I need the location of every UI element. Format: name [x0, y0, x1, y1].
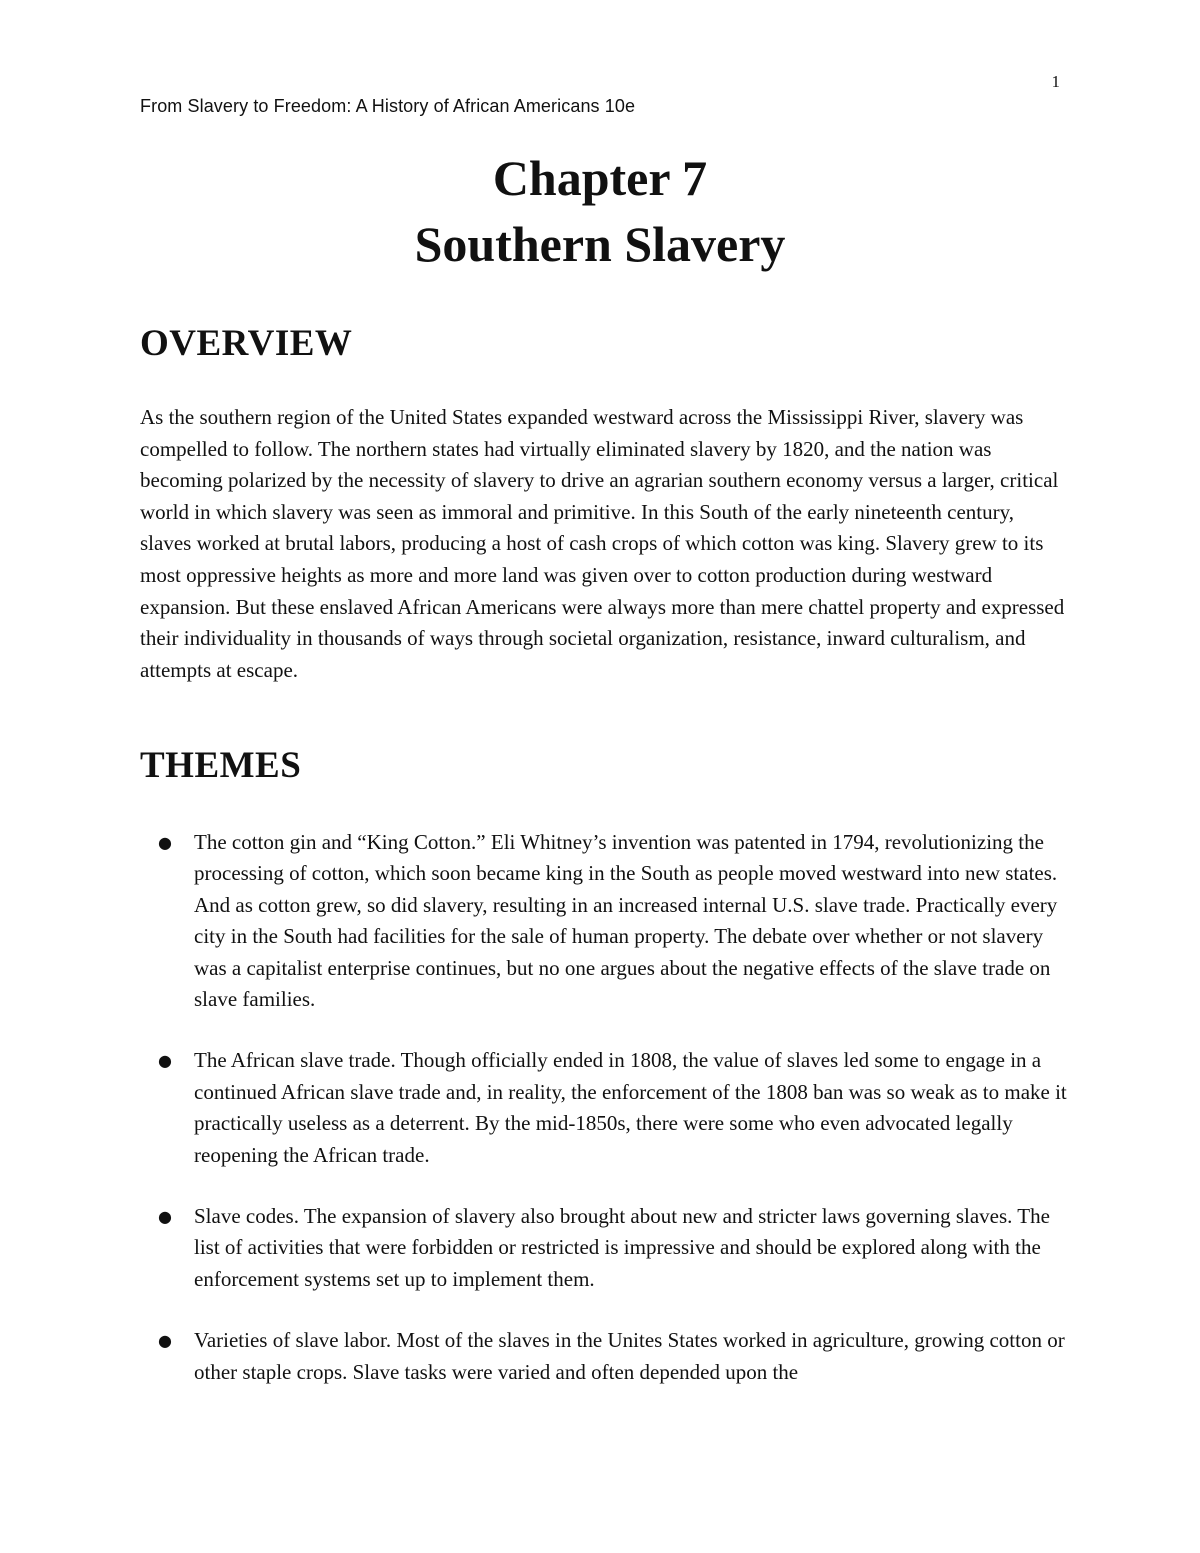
chapter-name: Southern Slavery [414, 216, 786, 272]
list-item [140, 1325, 1070, 1388]
bullet-icon: ● [158, 833, 172, 852]
themes-list [140, 827, 1070, 1418]
running-header: From Slavery to Freedom: A History of African Americans 10e [140, 96, 636, 116]
theme-text: Varieties of slave labor. Most of the slaves in the Unites States worked in agriculture, growing cotton or other staple crops. Slave tasks were varied and often depended upon the [194, 1328, 1065, 1384]
overview-paragraph: As the southern region of the United States expanded westward across the Mississippi River, slavery was compelled to follow. The northern states had virtually eliminated slavery by 1820, and the nation was becoming polarized by the necessity of slavery to drive an agrarian southern economy versus a larger, critical world in which slavery was seen as immoral and primitive. In this South of the early nineteenth century, slaves worked at brutal labors, producing a host of cash crops of which cotton was king. Slavery grew to its most oppressive heights as more and more land was given over to cotton production during westward expansion. But these enslaved African Americans were always more than mere chattel property and expressed their individuality in thousands of ways through societal organization, resistance, inward culturalism, and attempts at escape. [140, 405, 1065, 682]
theme-text: Slave codes. The expansion of slavery also brought about new and stricter laws governing slaves. The list of activities that were forbidden or restricted is impressive and should be explored along with the enforcement systems set up to implement them. [194, 1204, 1050, 1291]
theme-text: The cotton gin and “King Cotton.” Eli Whitney’s invention was patented in 1794, revolutionizing the processing of cotton, which soon became king in the South as people moved westward into new states. And as cotton grew, so did slavery, resulting in an increased internal U.S. slave trade. Practically every city in the South had facilities for the sale of human property. The debate over whether or not slavery was a capitalist enterprise continues, but no one argues about the negative effects of the slave trade on slave families. [194, 830, 1058, 1012]
list-item [140, 1045, 1070, 1171]
chapter-number: Chapter 7 [492, 150, 708, 206]
bullet-icon: ● [158, 1207, 172, 1227]
overview-heading: OVERVIEW [140, 323, 353, 364]
bullet-icon: ● [158, 1331, 172, 1351]
theme-text: The African slave trade. Though officially ended in 1808, the value of slaves led some to engage in a continued African slave trade and, in reality, the enforcement of the 1808 ban was so weak as to make it practically useless as a deterrent. By the mid-1850s, there were some who even advocated legally reopening the African trade. [194, 1048, 1067, 1167]
list-item [140, 1201, 1070, 1295]
page-number: 1 [1051, 72, 1060, 91]
chapter-title [0, 145, 1200, 277]
bullet-icon: ● [158, 1051, 172, 1071]
themes-heading: THEMES [140, 745, 302, 786]
list-item [140, 827, 1070, 1015]
